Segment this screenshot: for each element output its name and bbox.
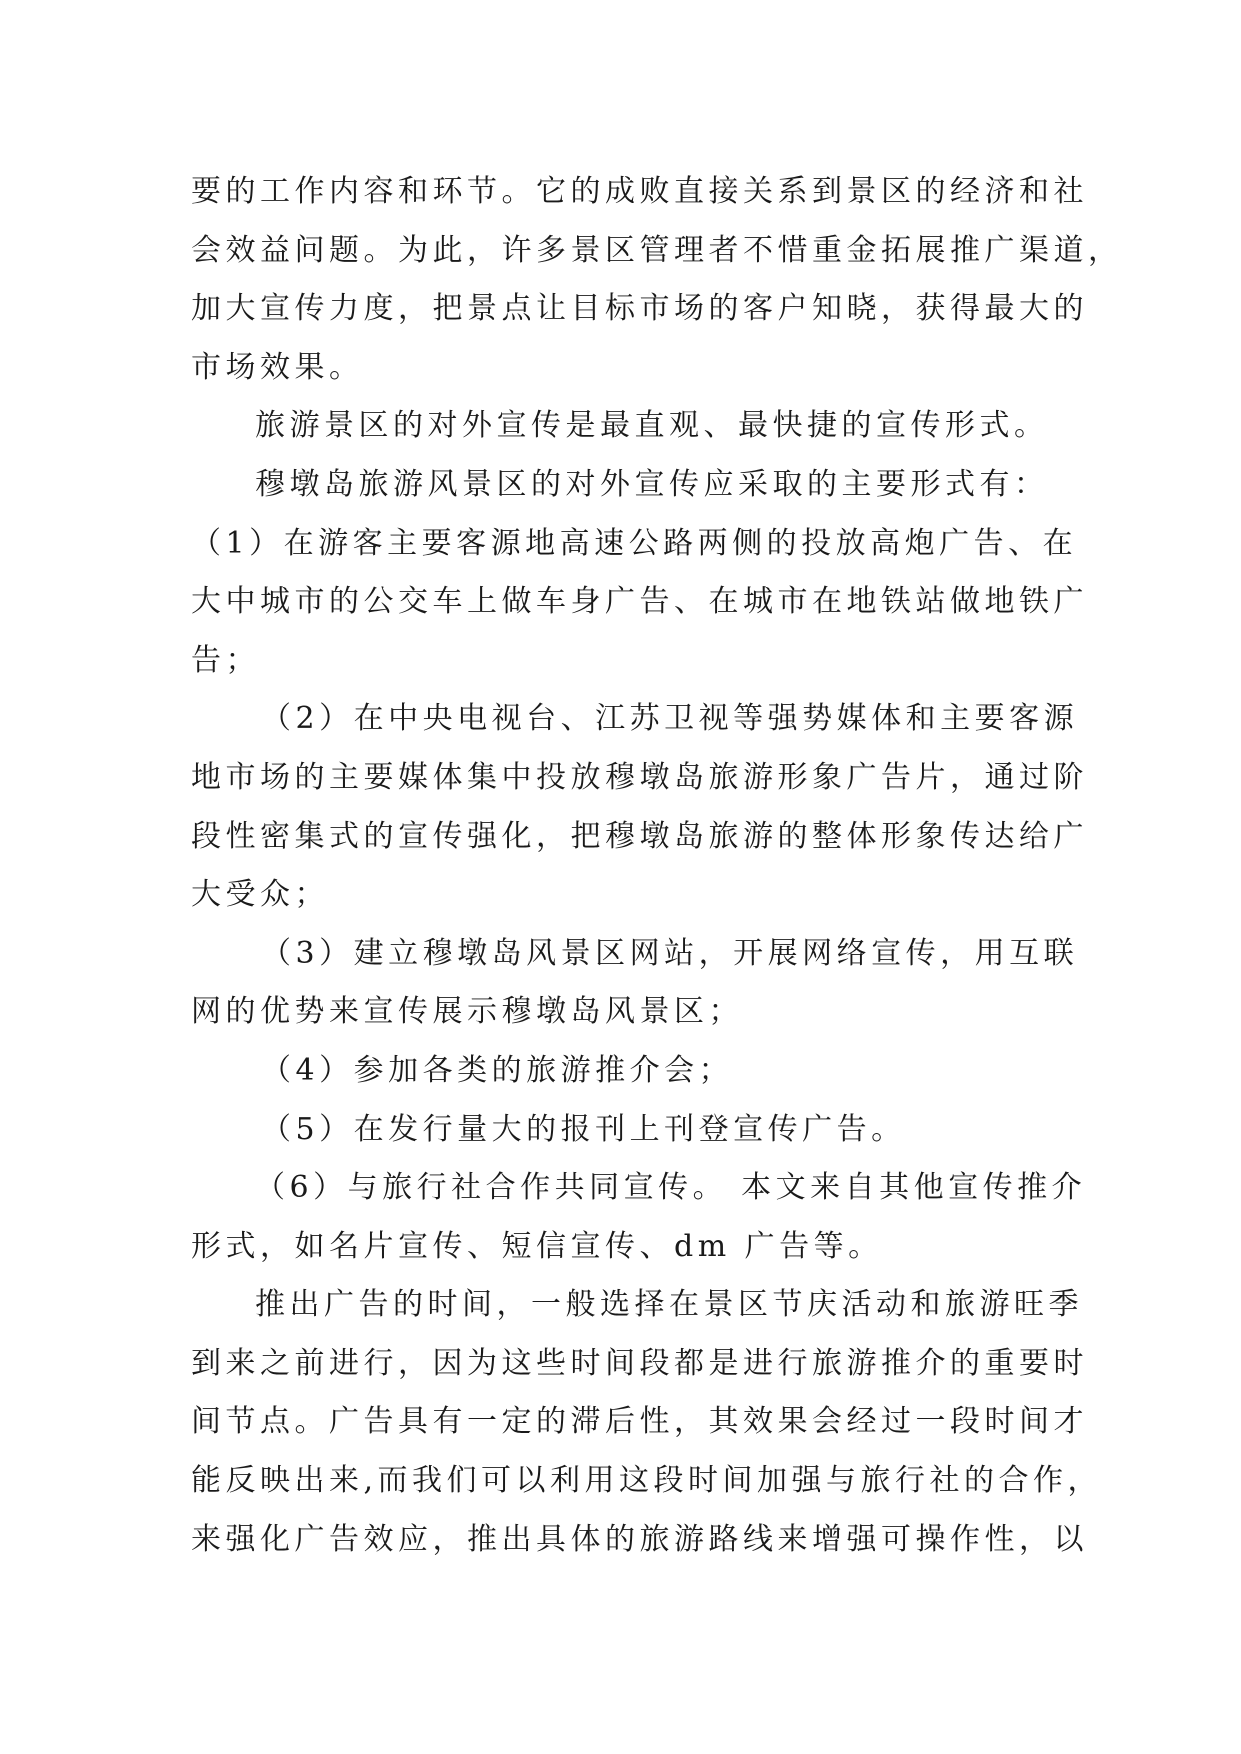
text-line: （4）参加各类的旅游推介会； [261,1052,734,1088]
text-line: 告； [191,642,260,678]
text-line: 能反映出来,而我们可以利用这段时间加强与旅行社的合作， [191,1463,1103,1499]
text-line: 会效益问题。为此，许多景区管理者不惜重金拓展推广渠道， [191,232,1123,268]
document-body [191,163,1123,1569]
text-line: （1）在游客主要客源地高速公路两侧的投放高炮广告、在 [191,525,1078,561]
text-line: 穆墩岛旅游风景区的对外宣传应采取的主要形式有： [255,466,1049,502]
text-line: 形式，如名片宣传、短信宣传、dm 广告等。 [191,1228,883,1264]
text-line: （5）在发行量大的报刊上刊登宣传广告。 [261,1111,906,1147]
text-line: 旅游景区的对外宣传是最直观、最快捷的宣传形式。 [255,408,1049,444]
text-line: 加大宣传力度，把景点让目标市场的客户知晓，获得最大的 [191,291,1088,327]
text-line: 来强化广告效应，推出具体的旅游路线来增强可操作性，以 [191,1521,1088,1557]
text-line: （6）与旅行社合作共同宣传。 本文来自其他宣传推介 [255,1170,1087,1206]
text-line: 推出广告的时间，一般选择在景区节庆活动和旅游旺季 [255,1287,1083,1323]
text-line: （3）建立穆墩岛风景区网站，开展网络宣传，用互联 [261,935,1079,971]
text-line: 大中城市的公交车上做车身广告、在城市在地铁站做地铁广 [191,584,1088,620]
text-line: 大受众； [191,877,329,913]
text-line: 市场效果。 [191,349,364,385]
text-line: 到来之前进行，因为这些时间段都是进行旅游推介的重要时 [191,1345,1088,1381]
text-line: 地市场的主要媒体集中投放穆墩岛旅游形象广告片，通过阶 [191,759,1088,795]
text-line: 网的优势来宣传展示穆墩岛风景区； [191,994,743,1030]
text-line: 要的工作内容和环节。它的成败直接关系到景区的经济和社 [191,174,1088,209]
text-line: 间节点。广告具有一定的滞后性，其效果会经过一段时间才 [191,1404,1088,1440]
text-line: 段性密集式的宣传强化，把穆墩岛旅游的整体形象传达给广 [191,818,1088,854]
text-line: （2）在中央电视台、江苏卫视等强势媒体和主要客源 [261,701,1079,737]
